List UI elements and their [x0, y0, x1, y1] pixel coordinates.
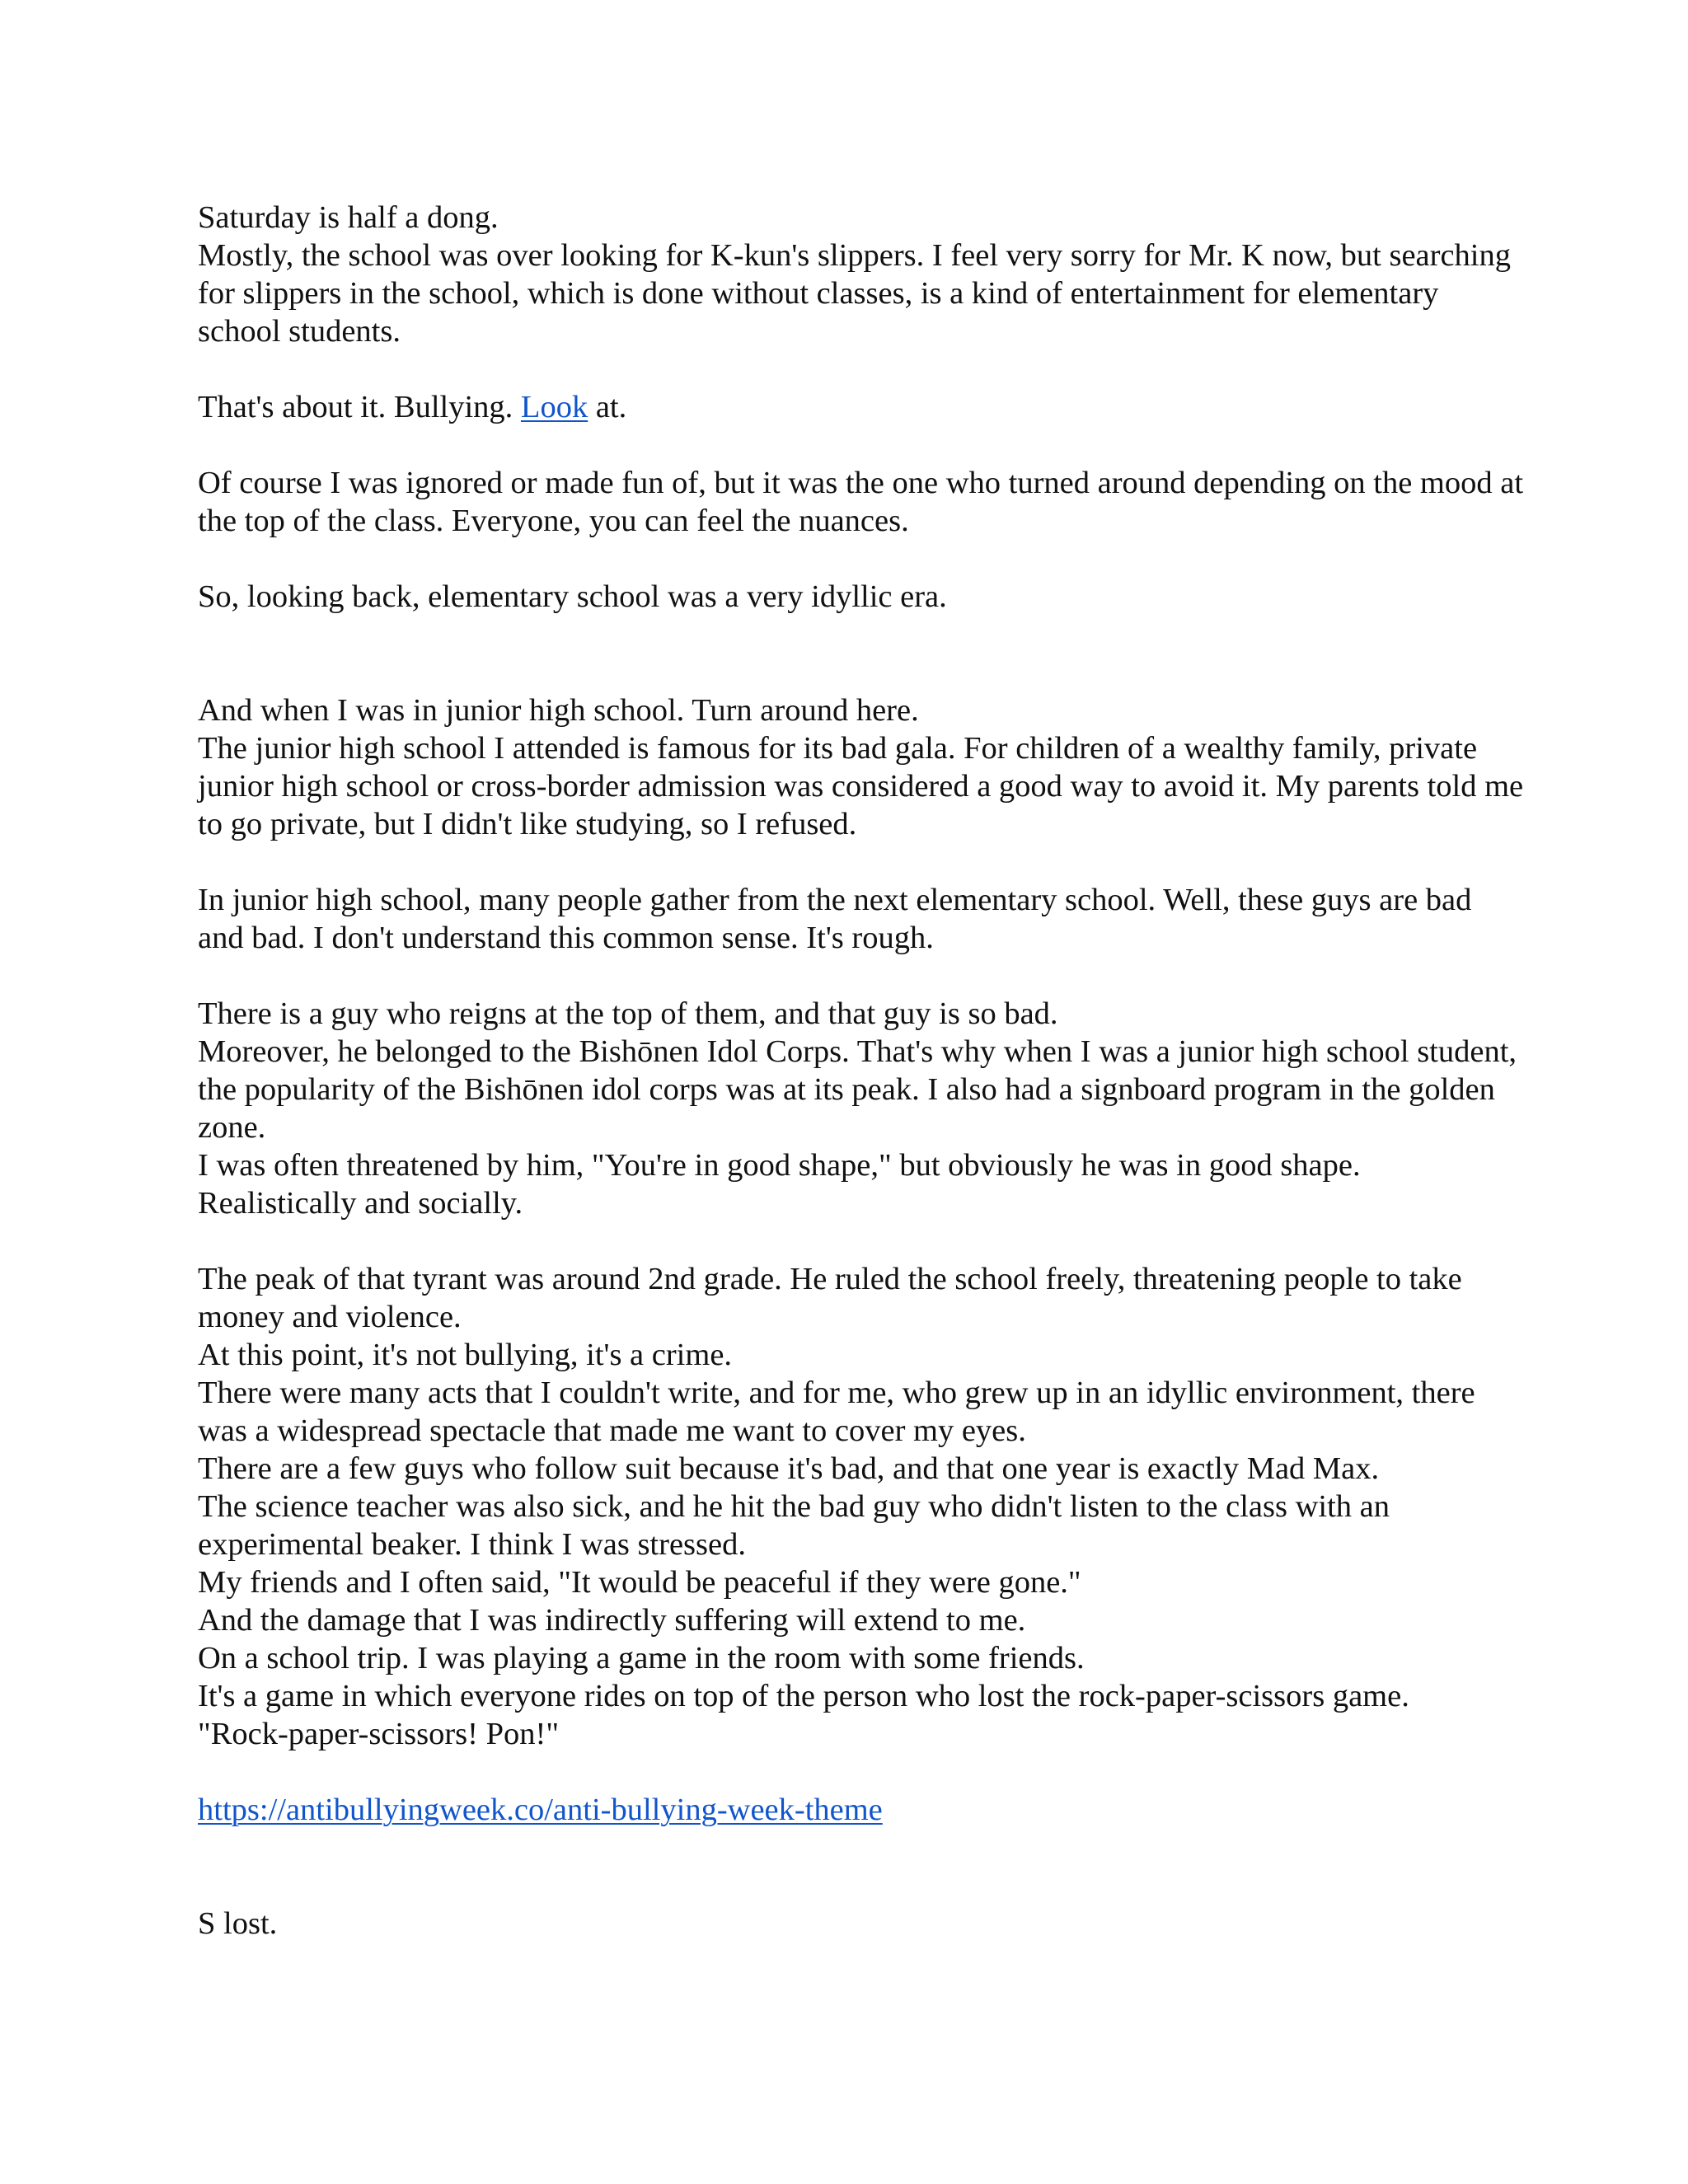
- paragraph-tyrant: [198, 1260, 1525, 1753]
- paragraph-next-school: [198, 881, 1525, 957]
- anti-bullying-week-link[interactable]: https://antibullyingweek.co/anti-bullying-week-theme: [198, 1793, 883, 1827]
- paragraph-url: [198, 1791, 1525, 1829]
- text-line: It's a game in which everyone rides on top of the person who lost the rock-paper-scissors game.: [198, 1679, 1409, 1713]
- text-line: Mostly, the school was over looking for K-kun's slippers. I feel very sorry for Mr. K now, but searching for slippers in the school, which is done without classes, is a kind of entertainment for elementary school students.: [198, 238, 1511, 349]
- text-line: In junior high school, many people gather from the next elementary school. Well, these guys are bad and bad. I don't understand this common sense. It's rough.: [198, 883, 1472, 955]
- paragraph-s-lost: [198, 1905, 1525, 1943]
- paragraph-idyllic: [198, 578, 1525, 616]
- text-span: That's about it. Bullying.: [198, 390, 521, 424]
- text-line: And when I was in junior high school. Turn around here.: [198, 693, 919, 728]
- text-line: On a school trip. I was playing a game in the room with some friends.: [198, 1641, 1085, 1675]
- text-line: Of course I was ignored or made fun of, but it was the one who turned around depending on the mood at the top of the class. Everyone, you can feel the nuances.: [198, 466, 1524, 538]
- document-body: [198, 199, 1525, 1943]
- text-line: Moreover, he belonged to the Bishōnen Idol Corps. That's why when I was a junior high school student, the popularity of the Bishōnen idol corps was at its peak. I also had a signboard program in the golden zone.: [198, 1034, 1517, 1145]
- paragraph-bullying: [198, 388, 1525, 426]
- paragraph-ignored: [198, 464, 1525, 540]
- text-line: "Rock-paper-scissors! Pon!": [198, 1717, 560, 1751]
- text-line: S lost.: [198, 1906, 278, 1941]
- paragraph-slippers: [198, 199, 1525, 350]
- text-line: The junior high school I attended is famous for its bad gala. For children of a wealthy family, private junior high school or cross-border admission was considered a good way to avoid it. My parents told me to go private, but I didn't like studying, so I refused.: [198, 731, 1524, 841]
- text-line: There were many acts that I couldn't write, and for me, who grew up in an idyllic environment, there was a widespread spectacle that made me want to cover my eyes.: [198, 1376, 1475, 1448]
- text-line: There is a guy who reigns at the top of them, and that guy is so bad.: [198, 996, 1058, 1031]
- text-span: at.: [588, 390, 627, 424]
- text-line: The peak of that tyrant was around 2nd grade. He ruled the school freely, threatening people to take money and violence.: [198, 1262, 1462, 1334]
- look-link[interactable]: Look: [520, 390, 588, 424]
- text-line: And the damage that I was indirectly suffering will extend to me.: [198, 1603, 1026, 1638]
- text-line: Saturday is half a dong.: [198, 200, 499, 235]
- text-line: So, looking back, elementary school was a very idyllic era.: [198, 579, 947, 614]
- text-line: There are a few guys who follow suit because it's bad, and that one year is exactly Mad Max.: [198, 1451, 1380, 1486]
- paragraph-reigning-guy: [198, 995, 1525, 1222]
- text-line: My friends and I often said, "It would be peaceful if they were gone.": [198, 1565, 1081, 1600]
- text-line: I was often threatened by him, "You're in good shape," but obviously he was in good shape. Realistically and socially.: [198, 1148, 1361, 1221]
- text-line: At this point, it's not bullying, it's a crime.: [198, 1338, 733, 1372]
- paragraph-junior-high: [198, 691, 1525, 843]
- text-line: The science teacher was also sick, and he hit the bad guy who didn't listen to the class with an experimental beaker. I think I was stressed.: [198, 1489, 1390, 1562]
